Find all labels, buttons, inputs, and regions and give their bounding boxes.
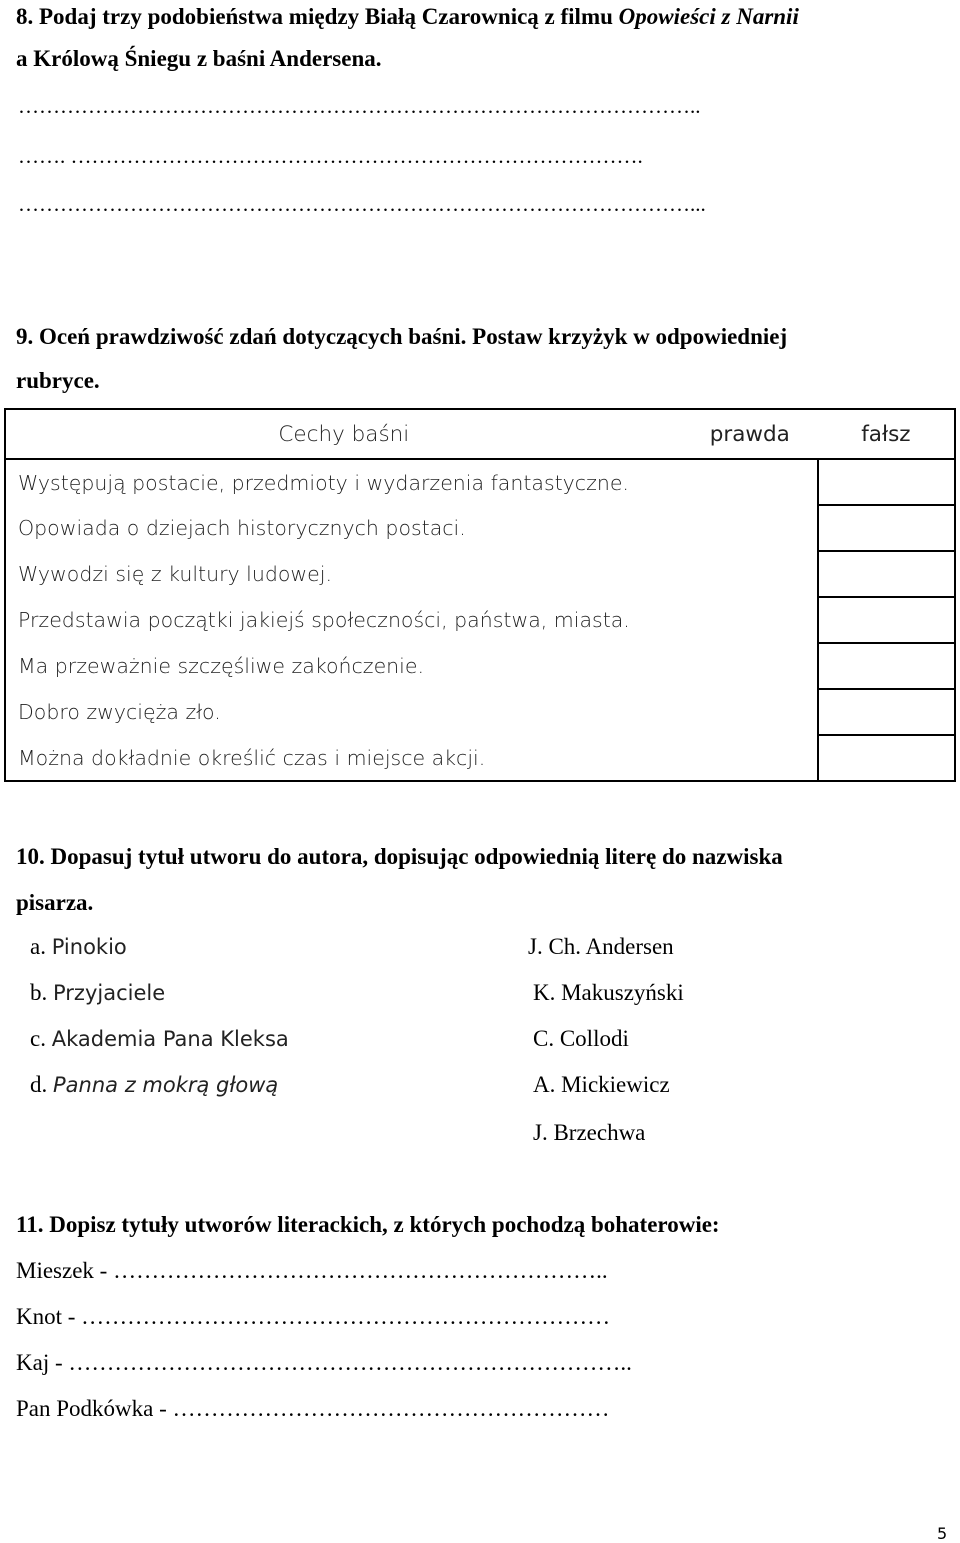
statement-cell: Dobro zwycięża zło. [5, 689, 682, 735]
statement-cell: Opowiada o dziejach historycznych postaci. [5, 505, 682, 551]
q9-truth-table [4, 408, 956, 782]
title-text: Przyjaciele [53, 981, 166, 1005]
title-text: Akademia Pana Kleksa [51, 1027, 289, 1051]
falsz-checkbox-cell[interactable] [818, 643, 955, 689]
falsz-checkbox-cell[interactable] [818, 551, 955, 597]
q10-heading-line2: pisarza. [16, 890, 94, 915]
q8-heading-line2: a Królową Śniegu z baśni Andersena. [16, 46, 382, 71]
character-line-mieszek [16, 1258, 608, 1284]
header-prawda: prawda [682, 409, 818, 459]
title-text: Pinokio [51, 935, 127, 959]
character-line-pan-podkowka [16, 1396, 610, 1422]
character-label: Knot - [16, 1304, 82, 1329]
statement-cell: Występują postacie, przedmioty i wydarzenia fantastyczne. [5, 459, 682, 505]
character-line-kaj [16, 1350, 632, 1376]
prawda-checkbox-cell[interactable] [682, 735, 818, 781]
table-row [5, 643, 955, 689]
answer-blank[interactable]: ……………………………………………………………….. [68, 1350, 632, 1375]
q8-answer-line-3[interactable]: ……………………………………………………………………………………... [18, 192, 706, 216]
q9-heading-line2: rubryce. [16, 368, 100, 393]
character-label: Pan Podkówka - [16, 1396, 173, 1421]
character-label: Mieszek - [16, 1258, 114, 1283]
title-item-b [30, 980, 165, 1006]
q8-heading-italic: Opowieści z Narnii [618, 4, 799, 29]
table-row [5, 689, 955, 735]
table-row [5, 735, 955, 781]
title-letter: a. [30, 934, 46, 959]
falsz-checkbox-cell[interactable] [818, 459, 955, 505]
title-item-a [30, 934, 127, 960]
author-item[interactable]: C. Collodi [533, 1026, 629, 1051]
table-header-row [5, 409, 955, 459]
q11-heading: 11. Dopisz tytuły utworów literackich, z których pochodzą bohaterowie: [16, 1212, 720, 1237]
title-text: Panna z mokrą głową [53, 1073, 279, 1097]
statement-cell: Można dokładnie określić czas i miejsce akcji. [5, 735, 682, 781]
answer-blank[interactable]: ……………………………………………………….. [113, 1258, 608, 1283]
header-cechy-basni: Cechy baśni [5, 409, 682, 459]
table-row [5, 459, 955, 505]
character-line-knot [16, 1304, 610, 1330]
title-item-d [30, 1072, 278, 1098]
header-falsz: fałsz [818, 409, 955, 459]
title-item-c [30, 1026, 289, 1052]
statement-cell: Wywodzi się z kultury ludowej. [5, 551, 682, 597]
statement-cell: Ma przeważnie szczęśliwe zakończenie. [5, 643, 682, 689]
statement-cell: Przedstawia początki jakiejś społeczności, państwa, miasta. [5, 597, 682, 643]
q10-heading-line1: 10. Dopasuj tytuł utworu do autora, dopisując odpowiednią literę do nazwiska [16, 844, 783, 869]
author-item[interactable]: J. Ch. Andersen [528, 934, 674, 959]
falsz-checkbox-cell[interactable] [818, 505, 955, 551]
q8-heading-line1 [16, 4, 799, 30]
table-row [5, 597, 955, 643]
falsz-checkbox-cell[interactable] [818, 689, 955, 735]
title-letter: b. [30, 980, 48, 1005]
falsz-checkbox-cell[interactable] [818, 597, 955, 643]
answer-blank[interactable]: ………………………………………………… [172, 1396, 610, 1421]
character-label: Kaj - [16, 1350, 69, 1375]
title-letter: c. [30, 1026, 46, 1051]
table-row [5, 551, 955, 597]
author-item[interactable]: A. Mickiewicz [533, 1072, 670, 1097]
q8-heading-text: 8. Podaj trzy podobieństwa między Białą Czarownicą z filmu [16, 4, 619, 29]
answer-blank[interactable]: …………………………………………………………… [81, 1304, 611, 1329]
prawda-checkbox-cell[interactable] [682, 643, 818, 689]
prawda-checkbox-cell[interactable] [682, 505, 818, 551]
q8-answer-line-2[interactable]: ……. ………………………………………………………………………. [18, 144, 643, 168]
prawda-checkbox-cell[interactable] [682, 597, 818, 643]
prawda-checkbox-cell[interactable] [682, 689, 818, 735]
prawda-checkbox-cell[interactable] [682, 551, 818, 597]
table-row [5, 505, 955, 551]
falsz-checkbox-cell[interactable] [818, 735, 955, 781]
page-number: 5 [937, 1524, 948, 1543]
q8-answer-line-1[interactable]: …………………………………………………………………………………….. [18, 94, 701, 118]
author-item[interactable]: J. Brzechwa [533, 1120, 646, 1145]
title-letter: d. [30, 1072, 48, 1097]
author-item[interactable]: K. Makuszyński [533, 980, 684, 1005]
prawda-checkbox-cell[interactable] [682, 459, 818, 505]
q9-heading-line1: 9. Oceń prawdziwość zdań dotyczących baśni. Postaw krzyżyk w odpowiedniej [16, 324, 788, 349]
